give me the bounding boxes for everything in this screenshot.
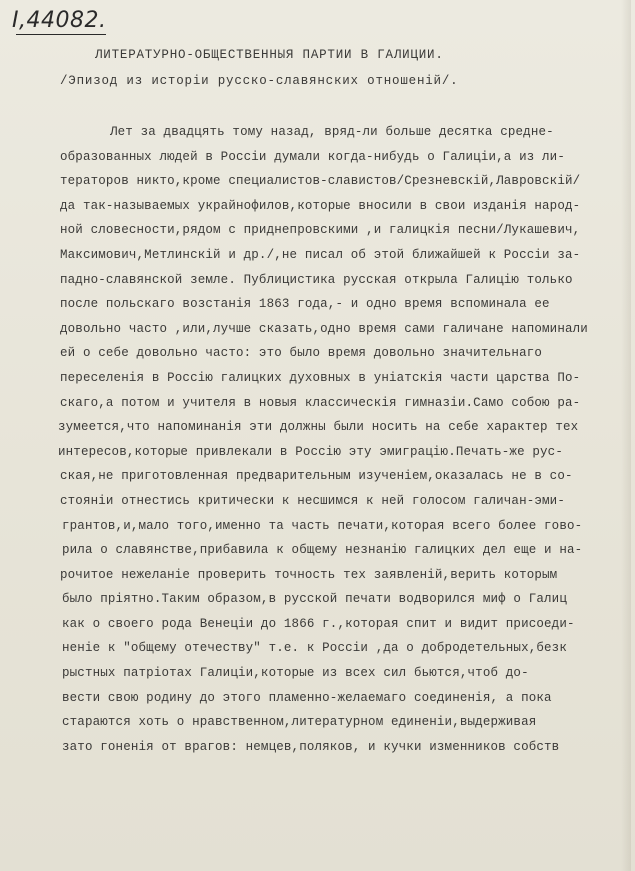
text-line: рочитое нежеланiе проверить точность тех заявленiй,верить которым <box>60 567 558 582</box>
text-line: после польскаго возстанiя 1863 года,- и одно время вспоминала ее <box>60 297 550 312</box>
text-line: стоянiи отнестись критически к несшимся к ней голосом галичан-эми- <box>60 493 565 508</box>
text-line: интересов,которые привлекали в Россiю эту эмиграцiю.Печать-же рус- <box>58 444 563 459</box>
text-line: стараются хоть о нравственном,литературном единенiи,выдерживая <box>62 715 537 730</box>
text-line: тераторов никто,кроме специалистов-славистов/Срезневскiй,Лавровскiй/ <box>60 174 581 189</box>
text-line: падно-славянской земле. Публицистика русская открыла Галицiю только <box>60 272 573 287</box>
text-line: да так-называемых украйнофилов,которые вносили в свои изданiя народ- <box>60 198 581 213</box>
document-title: ЛИТЕРАТУРНО-ОБЩЕСТВЕННЫЯ ПАРТИИ В ГАЛИЦИИ. <box>95 48 444 62</box>
text-line: грантов,и,мало того,именно та часть печати,которая всего более гово- <box>62 518 583 533</box>
text-line: образованных людей в Россiи думали когда-нибудь о Галицiи,а из ли- <box>60 149 565 164</box>
text-line: переселенiя в Россiю галицких духовных в унiатскiя части царства По- <box>60 370 581 385</box>
archive-number: I,44082. <box>12 8 107 33</box>
text-line: ей о себе довольно часто: это было время довольно значительнаго <box>60 346 543 361</box>
text-line: зато гоненiя от врагов: немцев,поляков, и кучки изменников собств <box>62 739 560 754</box>
text-line: ская,не приготовленная предварительным изученiем,оказалась не в со- <box>60 469 573 484</box>
text-line: было прiятно.Таким образом,в русской печати водворился миф о Галиц <box>62 592 567 607</box>
text-line: ненiе к "общему отечеству" т.е. к Россiи ,да о добродетельных,безк <box>62 641 567 656</box>
text-line: довольно часто ,или,лучше сказать,одно время сами галичане напоминали <box>60 321 588 336</box>
text-line: рыстных патрiотах Галицiи,которые из всех сил бьются,чтоб до- <box>62 666 529 681</box>
text-line: вести свою родину до этого пламенно-желаемаго соединенiя, а пока <box>62 690 552 705</box>
text-line: скаго,а потом и учителя в новыя классическiя гимназiи.Само собою ра- <box>60 395 581 410</box>
text-line: Максимович,Метлинскiй и др./,не писал об этой ближайшей к Россiи за- <box>60 247 581 262</box>
text-line: Лет за двадцять тому назад, вряд-ли больше десятка средне- <box>110 125 554 139</box>
text-line: ной словесности,рядом с приднепровскими ,и галицкiя песни/Лукашевич, <box>60 223 581 238</box>
document-subtitle: /Эпизод из исторiи русско-славянских отношенiй/. <box>60 74 459 88</box>
text-line: как о своего рода Венецiи до 1866 г.,которая спит и видит присоеди- <box>62 616 575 631</box>
body-text <box>0 120 635 759</box>
text-line: рила о славянстве,прибавила к общему незнанiю галицких дел еще и на- <box>62 543 583 558</box>
text-line: зумеется,что напоминанiя эти должны были носить на себе характер тех <box>58 420 579 435</box>
